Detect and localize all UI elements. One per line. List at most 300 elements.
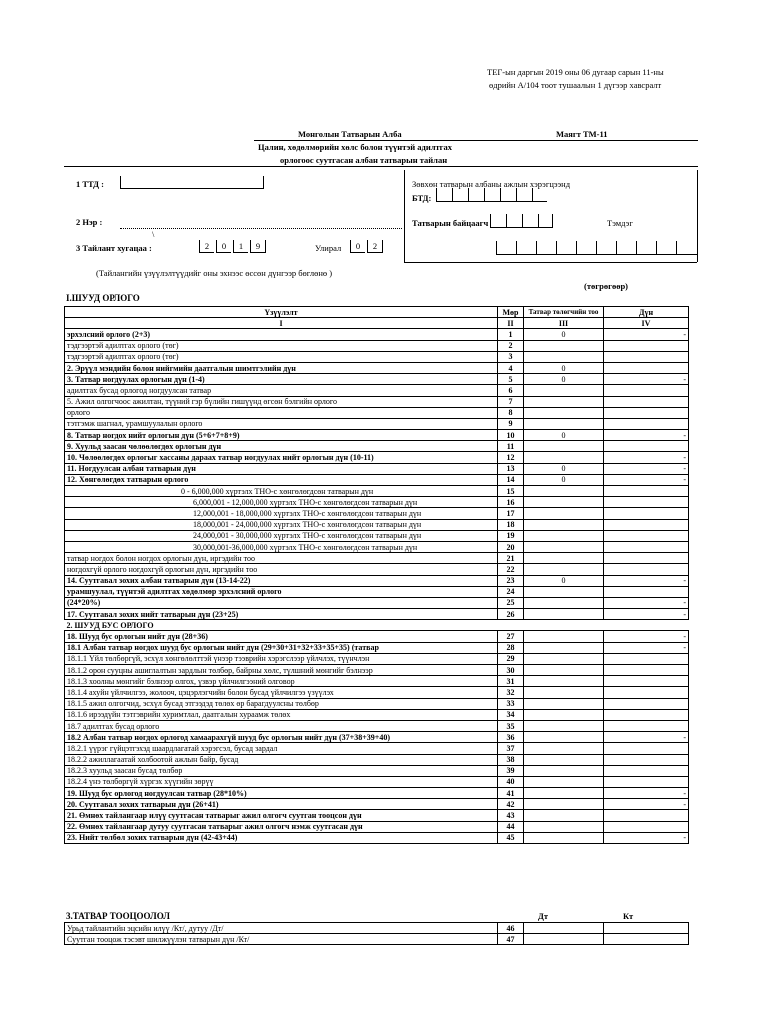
row-amount-cell[interactable]: [604, 698, 689, 709]
row-label: 18.2.1 үүрэг гүйцэтгэхэд шаардлагатай хэрэгсэл, бусад зардал: [65, 743, 498, 754]
row-number: 17: [498, 508, 524, 519]
col-roman-iv: IV: [604, 318, 689, 329]
row-count-cell[interactable]: [524, 743, 604, 754]
row-count-cell[interactable]: 0: [524, 362, 604, 373]
row-amount-cell[interactable]: -: [604, 597, 689, 608]
btd-div: [516, 188, 517, 201]
row-label: адилтгах бусад орлогод ногдуулсан татвар: [65, 385, 498, 396]
table-row: [65, 923, 689, 934]
row-count-cell[interactable]: [524, 541, 604, 552]
row-count-cell[interactable]: [524, 609, 604, 620]
row-amount-cell[interactable]: [604, 709, 689, 720]
table-row: [65, 564, 689, 575]
row-number: 3: [498, 351, 524, 362]
table-row: [65, 497, 689, 508]
row-number: 19: [498, 530, 524, 541]
row-amount-cell[interactable]: -: [604, 463, 689, 474]
row-number: 21: [498, 553, 524, 564]
row-amount-cell[interactable]: -: [604, 799, 689, 810]
row-amount-cell[interactable]: -: [604, 575, 689, 586]
row-count-cell[interactable]: [524, 799, 604, 810]
row-number: 37: [498, 743, 524, 754]
table-row: [65, 642, 689, 653]
row-number: 11: [498, 441, 524, 452]
row-label: 22. Өмнөх тайлангаар дутуу суутгасан татварыг ажил олгогч нэмж суутгасан дүн: [65, 821, 498, 832]
name-input[interactable]: [120, 228, 402, 229]
btd-div: [500, 188, 501, 201]
row-number: 24: [498, 586, 524, 597]
row-label: 14. Суутгавал зохих албан татварын дүн (13-14-22): [65, 575, 498, 586]
table-row: [65, 508, 689, 519]
row-number: 45: [498, 832, 524, 843]
row-count-cell[interactable]: [524, 519, 604, 530]
tax-calc-table: [64, 922, 689, 945]
official-box-left: [404, 170, 405, 262]
row-amount-cell[interactable]: -: [604, 832, 689, 843]
row-number: 27: [498, 631, 524, 642]
table-row: [65, 541, 689, 552]
row-count-cell[interactable]: [524, 732, 604, 743]
row-number: 42: [498, 799, 524, 810]
row-amount-cell[interactable]: -: [604, 788, 689, 799]
table-row: [65, 832, 689, 843]
table-row: [65, 799, 689, 810]
row-count-cell[interactable]: [524, 720, 604, 731]
row-number: 33: [498, 698, 524, 709]
btd-div: [484, 188, 485, 201]
row-label: 20. Суутгавал зохих татварын дүн (26+41): [65, 799, 498, 810]
row-count-cell[interactable]: [524, 385, 604, 396]
row-amount-cell[interactable]: [604, 418, 689, 429]
row-number: 38: [498, 754, 524, 765]
inspector-label: Татварын байцаагч: [412, 218, 489, 228]
row-number: 26: [498, 609, 524, 620]
row-amount-cell[interactable]: [604, 486, 689, 497]
row-count-cell[interactable]: 0: [524, 374, 604, 385]
row-amount-cell[interactable]: [604, 553, 689, 564]
table-row: [65, 720, 689, 731]
section1-title: I.ШУУД ОРЛОГО: [66, 293, 140, 303]
row-number: 5: [498, 374, 524, 385]
row-amount-cell[interactable]: [604, 754, 689, 765]
row-count-cell[interactable]: [524, 665, 604, 676]
section3-dt-header: Дт: [538, 911, 549, 921]
btd-div: [452, 188, 453, 201]
col-row-header: Мөр: [498, 307, 524, 318]
table-row: [65, 743, 689, 754]
row-count-cell[interactable]: [524, 698, 604, 709]
header-rule-bottom: [64, 166, 698, 167]
row-number: 46: [498, 923, 524, 934]
row-label: 18.1 Албан татвар ногдох шууд бус орлогын нийт дүн (29+30+31+32+33+35+35) (татвар: [65, 642, 498, 653]
row-number: 41: [498, 788, 524, 799]
period-label: 3 Тайлант хугацаа :: [76, 243, 152, 253]
quarter-label: Улирал: [315, 243, 342, 253]
row-label: 18.1.5 ажил олгогчид, эсхүл бусад этгээдэд төлөх өр барагдуулсны төлбөр: [65, 698, 498, 709]
table-row: [65, 463, 689, 474]
row-amount-cell[interactable]: [604, 519, 689, 530]
table-row: [65, 631, 689, 642]
table-row: [65, 732, 689, 743]
row-count-cell[interactable]: [524, 597, 604, 608]
row-count-cell[interactable]: [524, 620, 604, 631]
row-amount-cell[interactable]: [604, 586, 689, 597]
row-label: эрхэлсний орлого (2+3): [65, 329, 498, 340]
row-kt-cell[interactable]: [604, 934, 689, 945]
row-label: 0 - 6,000,000 хүртэлх ТНО-с хөнгөлөгдсөн татварын дүн: [65, 486, 498, 497]
table-row: [65, 810, 689, 821]
income-table: [64, 306, 689, 844]
ttd-label: 1 ТТД :: [76, 179, 104, 189]
row-number: 43: [498, 810, 524, 821]
name-label: 2 Нэр :: [76, 217, 103, 227]
row-amount-cell[interactable]: -: [604, 631, 689, 642]
row-label: 12,000,001 - 18,000,000 хүртэлх ТНО-с хөнгөлөгдсөн татварын дүн: [65, 508, 498, 519]
row-label: 6,000,001 - 12,000,000 хүртэлх ТНО-с хөнгөлөгдсөн татварын дүн: [65, 497, 498, 508]
row-count-cell[interactable]: [524, 776, 604, 787]
row-label: 18.1.2 орон сууцны ашиглалтын зардлын төлбөр, байрны хөлс, түлшний мөнгийг бэлнээр: [65, 665, 498, 676]
row-label: 2. Эрүүл мэндийн болон нийгмийн даатгалын шимтгэлийн дүн: [65, 362, 498, 373]
row-number: 32: [498, 687, 524, 698]
row-count-cell[interactable]: [524, 631, 604, 642]
row-amount-cell[interactable]: [604, 541, 689, 552]
table-row: [65, 374, 689, 385]
row-amount-cell[interactable]: -: [604, 474, 689, 485]
row-label: 18.1.1 Үйл төлбөргүй, эсхүл хөнгөлөлттэй үнээр тээврийн хэрэгслээр үйлчлэх, түүнчлэн: [65, 653, 498, 664]
row-number: 36: [498, 732, 524, 743]
table-row: [65, 430, 689, 441]
row-label: тэдгээртэй адилтгах орлого (төг): [65, 340, 498, 351]
date-div: [636, 241, 637, 254]
row-dt-cell[interactable]: [524, 934, 604, 945]
col-amount-header: Дүн: [604, 307, 689, 318]
row-label: 21. Өмнөх тайлангаар илүү суутгасан татварыг ажил олгогч суутган тооцсон дүн: [65, 810, 498, 821]
row-label: 5. Ажил олгогчоос ажилтан, түүний гэр бүлийн гишүүнд өгсөн бэлгийн орлого: [65, 396, 498, 407]
row-label: 2. ШУУД БУС ОРЛОГО: [65, 620, 498, 631]
row-count-cell[interactable]: [524, 530, 604, 541]
row-count-cell[interactable]: [524, 508, 604, 519]
row-amount-cell[interactable]: [604, 530, 689, 541]
row-count-cell[interactable]: [524, 418, 604, 429]
row-label: (24*20%): [65, 597, 498, 608]
backslash-mark: \: [152, 229, 155, 239]
year-digit-4[interactable]: 9: [250, 240, 266, 253]
row-amount-cell[interactable]: -: [604, 452, 689, 463]
btd-div: [468, 188, 469, 201]
row-number: 31: [498, 676, 524, 687]
inspector-div: [552, 214, 553, 227]
row-amount-cell[interactable]: [604, 620, 689, 631]
row-number: 29: [498, 653, 524, 664]
row-amount-cell[interactable]: [604, 385, 689, 396]
row-kt-cell[interactable]: [604, 923, 689, 934]
year-digit-1[interactable]: 2: [199, 240, 214, 253]
row-label: Суутган тооцож тэсэвт шилжүүлэн татварын дүн /Кт/: [65, 934, 498, 945]
row-amount-cell[interactable]: -: [604, 732, 689, 743]
row-count-cell[interactable]: 0: [524, 463, 604, 474]
row-count-cell[interactable]: [524, 788, 604, 799]
quarter-digit-1[interactable]: 0: [350, 240, 365, 253]
header-note-line2: өдрийн А/104 тоот тушаалын 1 дүгээр хавсралт: [489, 80, 662, 90]
row-number: 25: [498, 597, 524, 608]
table-row: [65, 687, 689, 698]
row-count-cell[interactable]: [524, 351, 604, 362]
col-roman-ii: II: [498, 318, 524, 329]
row-count-cell[interactable]: [524, 396, 604, 407]
table-row: [65, 530, 689, 541]
row-label: 18,000,001 - 24,000,000 хүртэлх ТНО-с хөнгөлөгдсөн татварын дүн: [65, 519, 498, 530]
row-count-cell[interactable]: [524, 452, 604, 463]
row-number: 1: [498, 329, 524, 340]
table-row: [65, 788, 689, 799]
row-number: 30: [498, 665, 524, 676]
row-label: тэтгэмж шагнал, урамшуулалын орлого: [65, 418, 498, 429]
table-row: [65, 665, 689, 676]
date-div: [556, 241, 557, 254]
form-title-line1: Цалин, хөдөлмөрийн хөлс болон түүнтэй адилтгах: [258, 142, 453, 152]
row-label: орлого: [65, 407, 498, 418]
row-count-cell[interactable]: 0: [524, 575, 604, 586]
row-label: 18.2.4 үнэ төлбөргүй хүргэх хүүгийн зөрүү: [65, 776, 498, 787]
row-label: урамшуулал, түүнтэй адилтгах хөдөлмөр эрхэлсний орлого: [65, 586, 498, 597]
header-rule: [254, 140, 698, 141]
row-count-cell[interactable]: [524, 407, 604, 418]
table-row: [65, 418, 689, 429]
row-number: 9: [498, 418, 524, 429]
inspector-div: [506, 214, 507, 227]
row-number: 14: [498, 474, 524, 485]
table-row: [65, 575, 689, 586]
table-row: [65, 340, 689, 351]
row-count-cell[interactable]: [524, 765, 604, 776]
year-digit-3[interactable]: 1: [233, 240, 248, 253]
row-count-cell[interactable]: [524, 553, 604, 564]
row-label: Урьд тайлантийн эцсийн илүү /Кт/, дутуу /Дт/: [65, 923, 498, 934]
row-number: 4: [498, 362, 524, 373]
row-label: ногдохгүй орлого ногдохгүй орлогын дүн, иргэдийн тоо: [65, 564, 498, 575]
section3-kt-header: Кт: [623, 911, 634, 921]
row-amount-cell[interactable]: [604, 776, 689, 787]
btd-div: [532, 188, 533, 201]
row-label: 24,000,001 - 30,000,000 хүртэлх ТНО-с хөнгөлөгдсөн татварын дүн: [65, 530, 498, 541]
inspector-div: [522, 214, 523, 227]
row-amount-cell[interactable]: -: [604, 642, 689, 653]
row-count-cell[interactable]: [524, 564, 604, 575]
row-count-cell[interactable]: [524, 441, 604, 452]
table-row: [65, 586, 689, 597]
table-row: [65, 452, 689, 463]
row-amount-cell[interactable]: [604, 351, 689, 362]
row-label: 17. Суутгавал зохих нийт татварын дүн (23+25): [65, 609, 498, 620]
row-amount-cell[interactable]: -: [604, 329, 689, 340]
row-amount-cell[interactable]: [604, 743, 689, 754]
row-amount-cell[interactable]: -: [604, 374, 689, 385]
row-number: 28: [498, 642, 524, 653]
table-row: [65, 609, 689, 620]
row-label: 12. Хөнгөлөгдөх татварын орлого: [65, 474, 498, 485]
row-label: 18.1.3 хоолны мөнгийг бэлнээр олгох, үзвэр үйлчилгээний олговор: [65, 676, 498, 687]
row-number: 18: [498, 519, 524, 530]
table-row: [65, 934, 689, 945]
official-note: Зөвхөн татварын албаны ажлын хэрэгцээнд: [412, 179, 571, 189]
row-label: 18.7 адилтгах бусад орлого: [65, 720, 498, 731]
row-count-cell[interactable]: [524, 687, 604, 698]
row-label: татвар ногдох болон ногдох орлогын дүн, иргэдийн тоо: [65, 553, 498, 564]
row-count-cell[interactable]: [524, 832, 604, 843]
date-div: [596, 241, 597, 254]
row-label: 18. Шууд бус орлогын нийт дүн (28+36): [65, 631, 498, 642]
row-amount-cell[interactable]: [604, 508, 689, 519]
row-amount-cell[interactable]: [604, 441, 689, 452]
table-row: [65, 407, 689, 418]
row-amount-cell[interactable]: -: [604, 430, 689, 441]
section2-title-row: [65, 620, 689, 631]
table-row: [65, 698, 689, 709]
row-label: тэдгээртэй адилтгах орлого (төг): [65, 351, 498, 362]
row-number: 7: [498, 396, 524, 407]
section3-title: 3.ТАТВАР ТООЦООЛОЛ: [66, 911, 170, 921]
row-count-cell[interactable]: [524, 486, 604, 497]
row-number: 13: [498, 463, 524, 474]
table-row: [65, 519, 689, 530]
row-dt-cell[interactable]: [524, 923, 604, 934]
col-roman-iii: III: [524, 318, 604, 329]
table-row: [65, 553, 689, 564]
row-label: 18.2 Албан татвар ногдох орлогод хамаарахгүй шууд бус орлогын нийт дүн (37+38+39+40): [65, 732, 498, 743]
date-div: [536, 241, 537, 254]
date-div: [676, 241, 677, 254]
row-count-cell[interactable]: 0: [524, 474, 604, 485]
table-row: [65, 821, 689, 832]
row-number: 39: [498, 765, 524, 776]
row-number: 15: [498, 486, 524, 497]
row-count-cell[interactable]: [524, 340, 604, 351]
row-amount-cell[interactable]: [604, 362, 689, 373]
row-number: 47: [498, 934, 524, 945]
row-number: 34: [498, 709, 524, 720]
agency-name: Монголын Татварын Алба: [298, 129, 402, 139]
table-row: [65, 362, 689, 373]
official-box-right: [697, 170, 698, 262]
table-row: [65, 486, 689, 497]
row-amount-cell[interactable]: [604, 676, 689, 687]
row-amount-cell[interactable]: [604, 396, 689, 407]
row-count-cell[interactable]: [524, 642, 604, 653]
table-row: [65, 474, 689, 485]
row-count-cell[interactable]: 0: [524, 430, 604, 441]
row-label: 18.1.6 ирээдүйн тэтгэврийн хуримтлал, даатгалын хураамж төлөх: [65, 709, 498, 720]
row-amount-cell[interactable]: [604, 564, 689, 575]
row-label: 9. Хуульд заасан чөлөөлөгдөх орлогын дүн: [65, 441, 498, 452]
form-code: Маягт ТМ-11: [556, 129, 608, 139]
row-count-cell[interactable]: [524, 754, 604, 765]
ttd-input[interactable]: [120, 176, 264, 189]
header-note-line1: ТЕГ-ын даргын 2019 оны 06 дугаар сарын 11-ны: [487, 67, 664, 77]
table-row: [65, 329, 689, 340]
quarter-digit-2[interactable]: 2: [367, 240, 383, 253]
row-amount-cell[interactable]: [604, 821, 689, 832]
row-amount-cell[interactable]: [604, 720, 689, 731]
date-div: [516, 241, 517, 254]
row-label: 30,000,001-36,000,000 хүртэлх ТНО-с хөнгөлөгдсөн татварын дүн: [65, 541, 498, 552]
row-number: 35: [498, 720, 524, 731]
row-number: 16: [498, 497, 524, 508]
table-row: [65, 597, 689, 608]
row-label: 18.2.2 ажиллагаатай холбоотой ажлын байр, бусад: [65, 754, 498, 765]
row-amount-cell[interactable]: [604, 665, 689, 676]
row-amount-cell[interactable]: -: [604, 609, 689, 620]
col-count-header: Татвар төлөгчийн тоо: [524, 307, 604, 318]
row-amount-cell[interactable]: [604, 407, 689, 418]
table-row: [65, 385, 689, 396]
row-number: 20: [498, 541, 524, 552]
stamp-label: Тэмдэг: [607, 218, 633, 228]
row-count-cell[interactable]: [524, 709, 604, 720]
row-count-cell[interactable]: [524, 821, 604, 832]
row-amount-cell[interactable]: [604, 765, 689, 776]
row-number: 2: [498, 340, 524, 351]
table-row: [65, 765, 689, 776]
row-count-cell[interactable]: 0: [524, 329, 604, 340]
official-box-bottom: [404, 262, 697, 263]
row-amount-cell[interactable]: [604, 340, 689, 351]
row-amount-cell[interactable]: [604, 497, 689, 508]
row-label: 18.1.4 ахуйн үйлчилгээ, жолооч, цэцэрлэгчийн болон бусад үйлчилгээ үзүүлэх: [65, 687, 498, 698]
table-row: [65, 396, 689, 407]
row-count-cell[interactable]: [524, 653, 604, 664]
row-number: 44: [498, 821, 524, 832]
row-label: 11. Ногдуулсан албан татварын дүн: [65, 463, 498, 474]
row-count-cell[interactable]: [524, 497, 604, 508]
table-row: [65, 754, 689, 765]
currency-note: (төгрөгөөр): [584, 281, 629, 291]
table-row: [65, 441, 689, 452]
row-label: 3. Татвар ногдуулах орлогын дүн (1-4): [65, 374, 498, 385]
row-count-cell[interactable]: [524, 586, 604, 597]
row-amount-cell[interactable]: [604, 653, 689, 664]
row-amount-cell[interactable]: [604, 810, 689, 821]
table-row: [65, 709, 689, 720]
row-amount-cell[interactable]: [604, 687, 689, 698]
row-number: 6: [498, 385, 524, 396]
col-roman-i: I: [65, 318, 498, 329]
row-number: [498, 620, 524, 631]
table-row: [65, 776, 689, 787]
row-label: 18.2.3 хуульд заасан бусад төлбөр: [65, 765, 498, 776]
row-number: 12: [498, 452, 524, 463]
btd-label: БТД:: [412, 193, 432, 203]
instruction-note: (Тайлангийн үзүүлэлтүүдийг оны эхнээс өссөн дүнгээр бөглөнө ): [96, 268, 333, 278]
row-number: 40: [498, 776, 524, 787]
table-row: [65, 653, 689, 664]
row-label: 23. Нийт төлбөл зохих татварын дүн (42-43+44): [65, 832, 498, 843]
date-div: [656, 241, 657, 254]
row-number: 10: [498, 430, 524, 441]
row-number: 8: [498, 407, 524, 418]
table-row: [65, 351, 689, 362]
col-indicator-header: Үзүүлэлт: [65, 307, 498, 318]
row-label: 19. Шууд бус орлогод ногдуулсан татвар (28*10%): [65, 788, 498, 799]
date-div: [616, 241, 617, 254]
row-number: 23: [498, 575, 524, 586]
date-div: [576, 241, 577, 254]
row-count-cell[interactable]: [524, 676, 604, 687]
row-number: 22: [498, 564, 524, 575]
row-count-cell[interactable]: [524, 810, 604, 821]
year-digit-2[interactable]: 0: [216, 240, 231, 253]
row-label: 10. Чөлөөлөгдөх орлогыг хассаны дараах татвар ногдуулах нийт орлогын дүн (10-11): [65, 452, 498, 463]
inspector-div: [538, 214, 539, 227]
